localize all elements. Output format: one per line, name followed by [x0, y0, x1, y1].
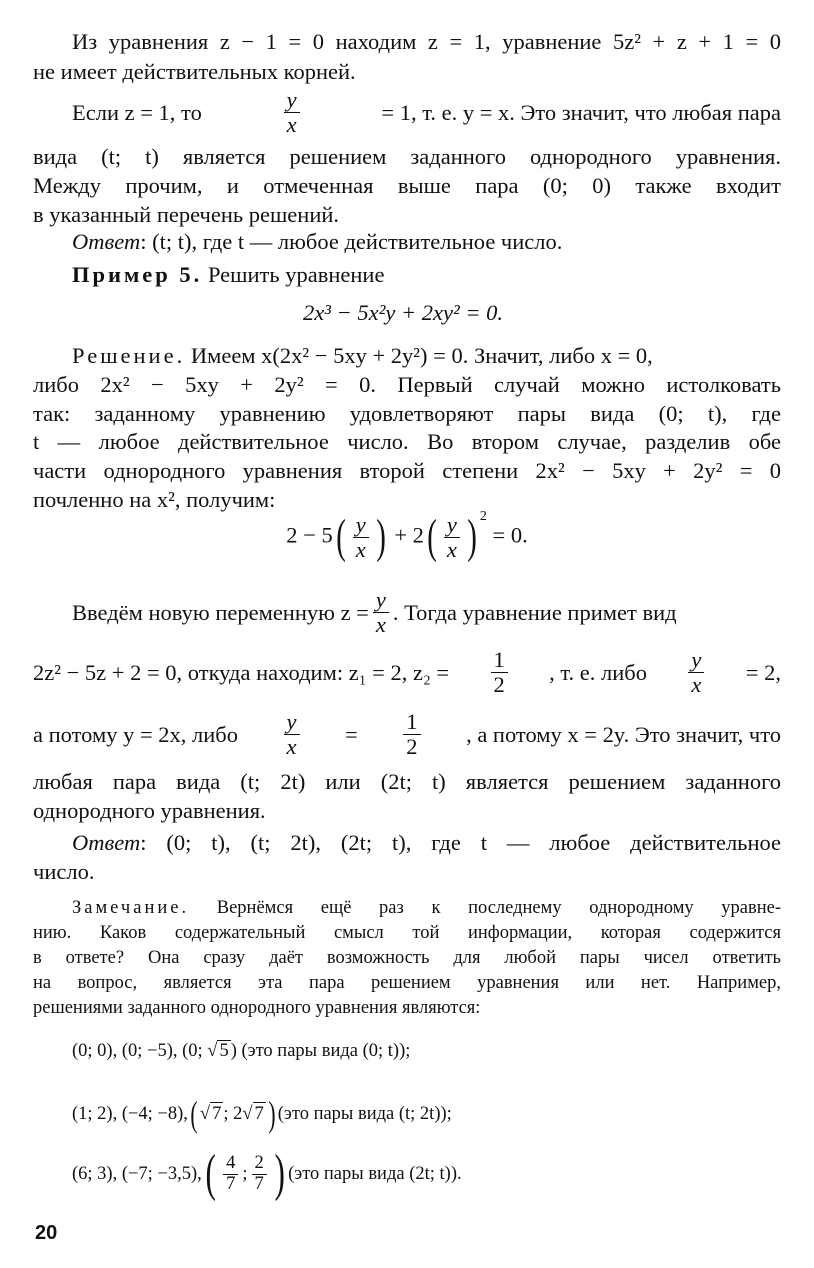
- fraction: [252, 1154, 267, 1194]
- text-line: Между прочим, и отмеченная выше пара (0; 0) также входит: [33, 173, 781, 198]
- text-fragment: , а потому x = 2y. Это значит, что: [466, 721, 781, 747]
- text-line: t — любое действительное число. Во втором случае, разделив обе: [33, 429, 781, 454]
- right-paren: ): [375, 510, 386, 564]
- radicand: 5: [219, 1041, 229, 1061]
- fraction-numerator: 1: [403, 710, 420, 735]
- text-fragment: Вернёмся ещё раз к последнему однородному уравне-: [216, 898, 782, 918]
- text-fragment: 2z² − 5z + 2 = 0, откуда находим: z₁ = 2, z₂ =: [33, 659, 450, 685]
- text-fragment: = 2,: [745, 659, 781, 685]
- fraction: [223, 1154, 238, 1194]
- text-line: [33, 710, 781, 758]
- text-fragment: а потому y = 2x, либо: [33, 721, 238, 747]
- fraction: [373, 588, 389, 636]
- text-line: [72, 88, 781, 136]
- fraction-denominator: 2: [406, 733, 418, 759]
- text-fragment: (6; 3), (−7; −3,5),: [72, 1163, 202, 1184]
- text-fragment: + 2: [394, 522, 424, 548]
- left-paren: (: [335, 510, 346, 564]
- left-paren: (: [190, 1094, 198, 1134]
- text-fragment: Решить уравнение: [207, 262, 385, 287]
- example-label: Пример 5.: [72, 262, 203, 287]
- solution-label: Решение.: [72, 343, 186, 368]
- answer-label: Ответ: [72, 830, 141, 855]
- fraction: [403, 710, 420, 758]
- fraction-denominator: 7: [226, 1173, 236, 1194]
- page-number: 20: [35, 1222, 58, 1244]
- text-line: части однородного уравнения второй степени 2x² − 5xy + 2y² = 0: [33, 458, 781, 483]
- fraction: [284, 710, 300, 758]
- equation: [0, 508, 814, 564]
- fraction-numerator: 2: [252, 1154, 267, 1174]
- text-line: либо 2x² − 5xy + 2y² = 0. Первый случай можно истолковать: [33, 372, 781, 397]
- solutions-line: (0; 0), (0; −5), (0; √ 5 ) (это пары вида (0; t));: [72, 1041, 411, 1061]
- left-paren: (: [427, 510, 437, 564]
- fraction: [491, 648, 508, 696]
- text-fragment: (это пары вида (t; 2t));: [277, 1103, 452, 1124]
- equation: 2x³ − 5x²y + 2xy² = 0.: [302, 300, 504, 325]
- text-fragment: Имеем x(2x² − 5xy + 2y²) = 0. Значит, либо x = 0,: [190, 343, 653, 368]
- fraction-denominator: x: [446, 536, 457, 562]
- text-line: не имеет действительных корней.: [33, 59, 356, 84]
- text-line: [72, 588, 781, 636]
- text-line: вида (t; t) является решением заданного однородного уравнения.: [33, 144, 781, 169]
- text-line: [72, 342, 781, 369]
- text-line: Из уравнения z − 1 = 0 находим z = 1, уравнение 5z² + z + 1 = 0: [72, 29, 781, 54]
- fraction-numerator: 1: [491, 648, 508, 673]
- remark-line: в ответе? Она сразу даёт возможность для любой пары чисел ответить: [33, 948, 781, 968]
- text-fragment: =: [345, 721, 358, 747]
- right-paren: ): [467, 510, 477, 564]
- fraction: [353, 513, 369, 561]
- remark-line: на вопрос, является эта пара решением уравнения или нет. Например,: [33, 973, 781, 993]
- fraction-denominator: x: [691, 671, 702, 697]
- text-fragment: ) (это пары вида (0; t));: [230, 1041, 411, 1061]
- remark-line: [72, 897, 781, 919]
- answer-line: [72, 829, 781, 856]
- text-fragment: 2 − 5: [286, 522, 333, 548]
- fraction: [444, 513, 460, 561]
- example-heading: [72, 261, 781, 288]
- text-fragment: : (t; t), где t — любое действительное число.: [140, 229, 563, 254]
- text-fragment: Если z = 1, то: [72, 99, 202, 125]
- text-fragment: . Тогда уравнение примет вид: [392, 599, 677, 625]
- remark-line: решениями заданного однородного уравнения являются:: [33, 998, 481, 1018]
- text-fragment: = 1, т. е. y = x. Это значит, что любая пара: [381, 99, 781, 125]
- fraction-denominator: x: [375, 611, 386, 637]
- fraction-denominator: x: [286, 733, 297, 759]
- text-fragment: = 0.: [492, 522, 528, 548]
- text-line: в указанный перечень решений.: [33, 202, 340, 227]
- fraction-denominator: x: [355, 536, 366, 562]
- fraction-numerator: 4: [223, 1154, 238, 1174]
- text-fragment: Введём новую переменную z =: [72, 599, 369, 625]
- text-fragment: (это пары вида (2t; t)).: [288, 1163, 462, 1184]
- remark-label: Замечание.: [72, 898, 190, 918]
- fraction-numerator: y: [688, 648, 704, 673]
- solutions-line: (6; 3), (−7; −3,5), ( $\frac{4}{7}$ ; $\frac{2}{7}$ ) (это пары вида (2t; t)).: [72, 1145, 462, 1202]
- answer-line: [72, 228, 781, 255]
- radicand: 7: [212, 1104, 222, 1125]
- fraction: [284, 88, 300, 136]
- text-line: любая пара вида (t; 2t) или (2t; t) является решением заданного: [33, 769, 781, 794]
- text-line: [33, 648, 781, 696]
- fraction-numerator: y: [284, 710, 300, 735]
- right-paren: ): [274, 1145, 285, 1202]
- fraction-numerator: y: [373, 588, 389, 613]
- fraction-numerator: y: [444, 513, 460, 538]
- text-fragment: (1; 2), (−4; −8),: [72, 1103, 188, 1124]
- text-fragment: : (0; t), (t; 2t), (2t; t), где t — любое действительное: [140, 830, 781, 855]
- right-paren: ): [268, 1094, 276, 1134]
- exponent: 2: [479, 508, 487, 524]
- solutions-line: (1; 2), (−4; −8), ( √ 7 ; 2 √ 7 ) (это пары вида (t; 2t));: [72, 1094, 452, 1134]
- text-line: почленно на x², получим:: [33, 487, 276, 512]
- left-paren: (: [205, 1145, 216, 1202]
- fraction-numerator: y: [284, 88, 300, 113]
- text-fragment: (0; 0), (0; −5), (0;: [72, 1041, 203, 1061]
- fraction-denominator: 7: [254, 1173, 264, 1194]
- text-fragment: ; 2: [223, 1103, 243, 1124]
- fraction-denominator: x: [286, 111, 297, 137]
- text-line: число.: [33, 859, 95, 884]
- radicand: 7: [254, 1104, 264, 1125]
- fraction: [688, 648, 704, 696]
- text-line: однородного уравнения.: [33, 798, 266, 823]
- fraction-denominator: 2: [493, 671, 505, 697]
- text-line: так: заданному уравнению удовлетворяют пары вида (0; t), где: [33, 401, 781, 426]
- text-fragment: , т. е. либо: [549, 659, 648, 685]
- remark-line: нию. Каков содержательный смысл той информации, которая содержится: [33, 923, 781, 943]
- answer-label: Ответ: [72, 229, 141, 254]
- fraction-numerator: y: [353, 513, 369, 538]
